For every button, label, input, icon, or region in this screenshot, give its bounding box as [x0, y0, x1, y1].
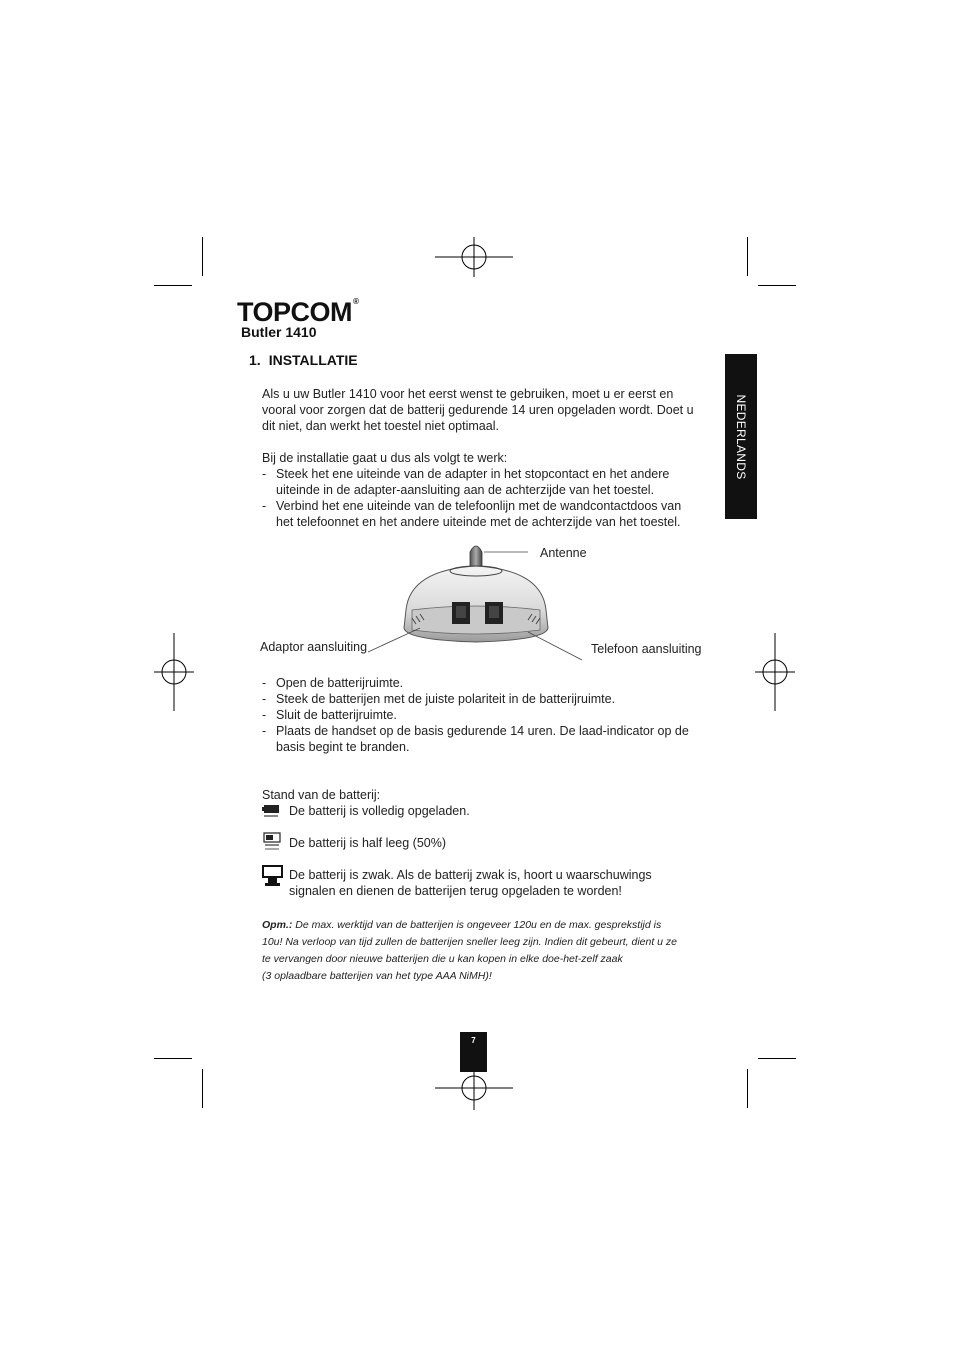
crop-mark	[747, 237, 748, 276]
list-item-line: Verbind het ene uiteinde van de telefoonlijn met de wandcontactdoos van	[276, 499, 682, 513]
intro-paragraph	[262, 386, 694, 434]
list-dash: -	[262, 708, 267, 722]
phone-socket-label: Telefoon aansluiting	[591, 642, 702, 656]
battery-full-icon	[262, 803, 282, 821]
language-tab-label: NEDERLANDS	[734, 393, 748, 480]
note-line: te vervangen door nieuwe batterijen die u kan kopen in elke doe-het-zelf zaak	[262, 953, 623, 965]
list-item-line: uiteinde in de adapter-aansluiting aan de achterzijde van het toestel.	[276, 483, 655, 497]
crop-mark	[758, 1058, 796, 1059]
model-name: Butler 1410	[241, 324, 317, 340]
crop-mark	[202, 237, 203, 276]
list-item	[262, 723, 712, 755]
battery-low-line: De batterij is zwak. Als de batterij zwak is, hoort u waarschuwings	[289, 868, 652, 882]
list-item-line: het telefoonnet en het andere uiteinde met de achterzijde van het toestel.	[276, 515, 681, 529]
list-item-line: Steek de batterijen met de juiste polariteit in de batterijruimte.	[276, 692, 616, 706]
crop-mark	[154, 1058, 192, 1059]
battery-low-icon	[262, 865, 284, 887]
section-title: INSTALLATIE	[268, 352, 358, 368]
list-item	[262, 466, 712, 498]
crop-mark	[758, 285, 796, 286]
crop-mark	[154, 285, 192, 286]
intro-line: Als u uw Butler 1410 voor het eerst wenst te gebruiken, moet u er eerst en	[262, 387, 674, 401]
list-dash: -	[262, 467, 267, 481]
registered-mark: ®	[353, 297, 359, 306]
list-item	[262, 691, 712, 707]
adaptor-label: Adaptor aansluiting	[260, 640, 368, 654]
battery-full-text: De batterij is volledig opgeladen.	[289, 804, 470, 818]
battery-status-heading: Stand van de batterij:	[262, 788, 381, 802]
list-dash: -	[262, 499, 267, 513]
section-heading	[249, 352, 358, 368]
note-text: De max. werktijd van de batterijen is ongeveer 120u en de max. gesprekstijd is	[295, 919, 662, 931]
list-item-line: basis begint te branden.	[276, 740, 410, 754]
list-item	[262, 707, 712, 723]
antenna-label: Antenne	[540, 546, 587, 560]
note-line: (3 oplaadbare batterijen van het type AAA NiMH)!	[262, 970, 492, 982]
note-line: 10u! Na verloop van tijd zullen de batterijen sneller leeg zijn. Indien dit gebeurt, dient u ze	[262, 936, 678, 948]
language-tab	[725, 354, 757, 519]
registration-mark-top	[435, 237, 515, 277]
battery-half-text: De batterij is half leeg (50%)	[289, 836, 447, 850]
install-intro: Bij de installatie gaat u dus als volgt te werk:	[262, 451, 508, 465]
list-dash: -	[262, 676, 267, 690]
list-item-line: Open de batterijruimte.	[276, 676, 404, 690]
battery-low-text	[289, 867, 652, 899]
section-number: 1.	[249, 352, 261, 368]
page-number-box	[460, 1032, 487, 1072]
registration-mark-bottom	[435, 1068, 515, 1110]
note-label: Opm.:	[262, 919, 293, 931]
list-item	[262, 675, 712, 691]
crop-mark	[747, 1069, 748, 1108]
list-dash: -	[262, 692, 267, 706]
list-item-line: Plaats de handset op de basis gedurende 14 uren. De laad-indicator op de	[276, 724, 689, 738]
list-item-line: Steek het ene uiteinde van de adapter in het stopcontact en het andere	[276, 467, 670, 481]
intro-line: vooral voor zorgen dat de batterij gedurende 14 uren opgeladen wordt. Doet u	[262, 403, 694, 417]
note-line	[262, 917, 677, 934]
battery-low-line: signalen en dienen de batterijen terug opgeladen te worden!	[289, 884, 622, 898]
list-item-line: Sluit de batterijruimte.	[276, 708, 397, 722]
battery-half-icon	[262, 832, 282, 852]
list-item	[262, 498, 712, 530]
list-dash: -	[262, 724, 267, 738]
intro-line: dit niet, dan werkt het toestel niet optimaal.	[262, 419, 499, 433]
logo-text: TOPCOM	[237, 297, 353, 327]
note-block	[262, 917, 677, 985]
page-number: 7	[471, 1036, 476, 1045]
registration-mark-right	[755, 633, 795, 711]
registration-mark-left	[154, 633, 194, 711]
crop-mark	[202, 1069, 203, 1108]
